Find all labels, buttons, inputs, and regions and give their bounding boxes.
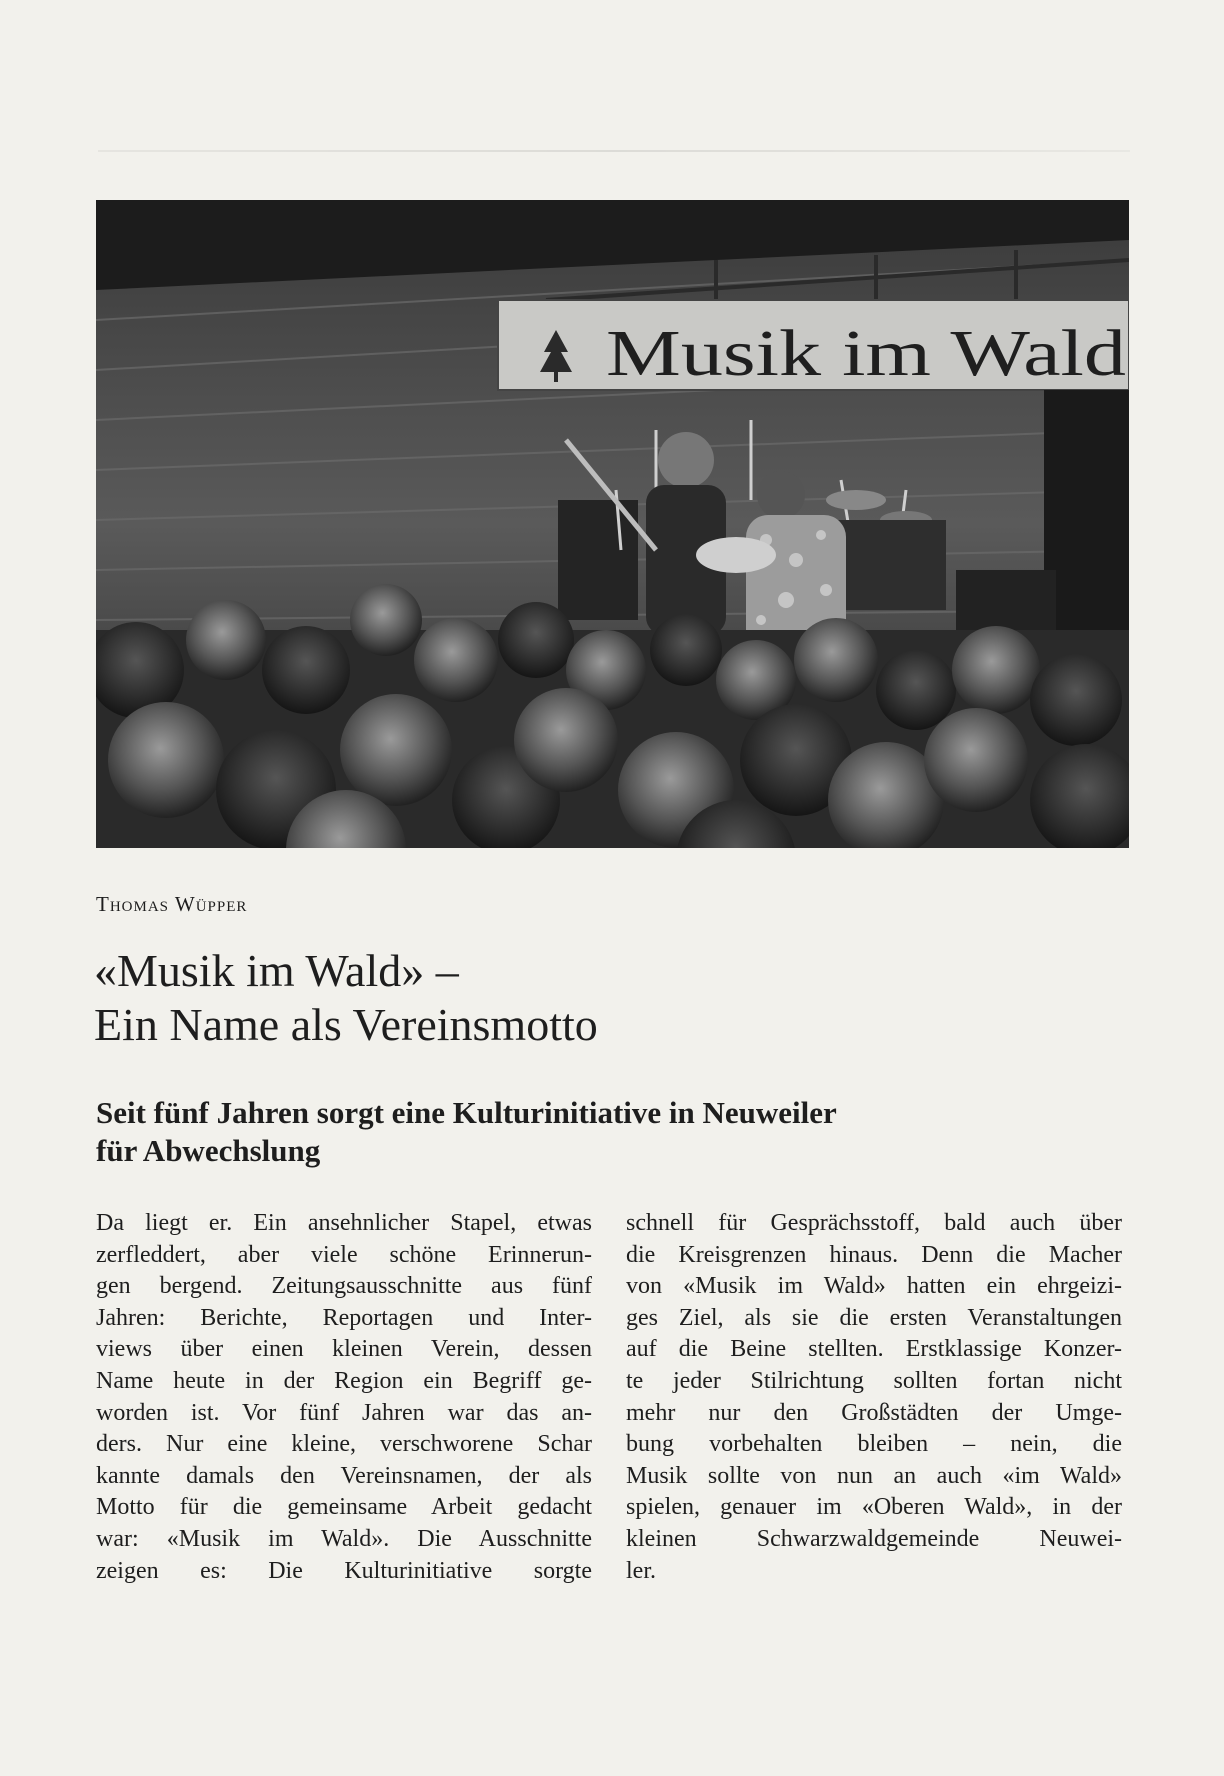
author-name: Thomas Wüpper <box>96 892 248 916</box>
text-line: die Kreisgrenzen hinaus. Denn die Macher <box>626 1241 1122 1268</box>
subtitle-line: Seit fünf Jahren sorgt eine Kulturinitiative in Neuweiler <box>96 1095 837 1130</box>
article-subtitle <box>96 1094 996 1170</box>
text-line: zerfleddert, aber viele schöne Erinnerun- <box>96 1241 592 1268</box>
text-line: ler. <box>626 1557 656 1584</box>
text-line: ges Ziel, als sie die ersten Veranstaltungen <box>626 1304 1122 1331</box>
text-line: spielen, genauer im «Oberen Wald», in der <box>626 1494 1122 1521</box>
text-line: Name heute in der Region ein Begriff ge- <box>96 1367 592 1394</box>
text-line: te jeder Stilrichtung sollten fortan nicht <box>626 1367 1122 1394</box>
subtitle-line: für Abwechslung <box>96 1133 321 1168</box>
text-line: views über einen kleinen Verein, dessen <box>96 1336 592 1363</box>
text-line: worden ist. Vor fünf Jahren war das an- <box>96 1399 592 1426</box>
body-column-right <box>626 1208 1122 1587</box>
concert-photo-drawing <box>96 200 1129 848</box>
text-line: kleinen Schwarzwaldgemeinde Neuwei- <box>626 1525 1122 1552</box>
text-line: bung vorbehalten bleiben – nein, die <box>626 1431 1122 1458</box>
text-line: Jahren: Berichte, Reportagen und Inter- <box>96 1304 592 1331</box>
text-line: schnell für Gesprächsstoff, bald auch über <box>626 1210 1122 1236</box>
title-line: Ein Name als Vereinsmotto <box>94 999 598 1050</box>
article-title <box>94 944 994 1052</box>
text-line: war: «Musik im Wald». Die Ausschnitte <box>96 1525 592 1552</box>
text-line: mehr nur den Großstädten der Umge- <box>626 1399 1122 1426</box>
show-through-rule <box>98 150 1130 152</box>
text-line: Musik sollte von nun an auch «im Wald» <box>626 1462 1122 1489</box>
banner-text: Musik im Wald <box>606 317 1126 390</box>
concert-photo <box>96 200 1129 848</box>
text-line: gen bergend. Zeitungsausschnitte aus fünf <box>96 1273 592 1300</box>
text-line: zeigen es: Die Kulturinitiative sorgte <box>96 1557 592 1584</box>
body-column-left <box>96 1208 592 1587</box>
text-line: ders. Nur eine kleine, verschworene Schar <box>96 1431 592 1458</box>
text-line: auf die Beine stellten. Erstklassige Konzer- <box>626 1336 1122 1363</box>
title-line: «Musik im Wald» – <box>94 945 459 996</box>
text-line: Motto für die gemeinsame Arbeit gedacht <box>96 1494 592 1521</box>
text-line: von «Musik im Wald» hatten ein ehrgeizi- <box>626 1273 1122 1300</box>
text-line: Da liegt er. Ein ansehnlicher Stapel, etwas <box>96 1210 592 1236</box>
text-line: kannte damals den Vereinsnamen, der als <box>96 1462 592 1489</box>
